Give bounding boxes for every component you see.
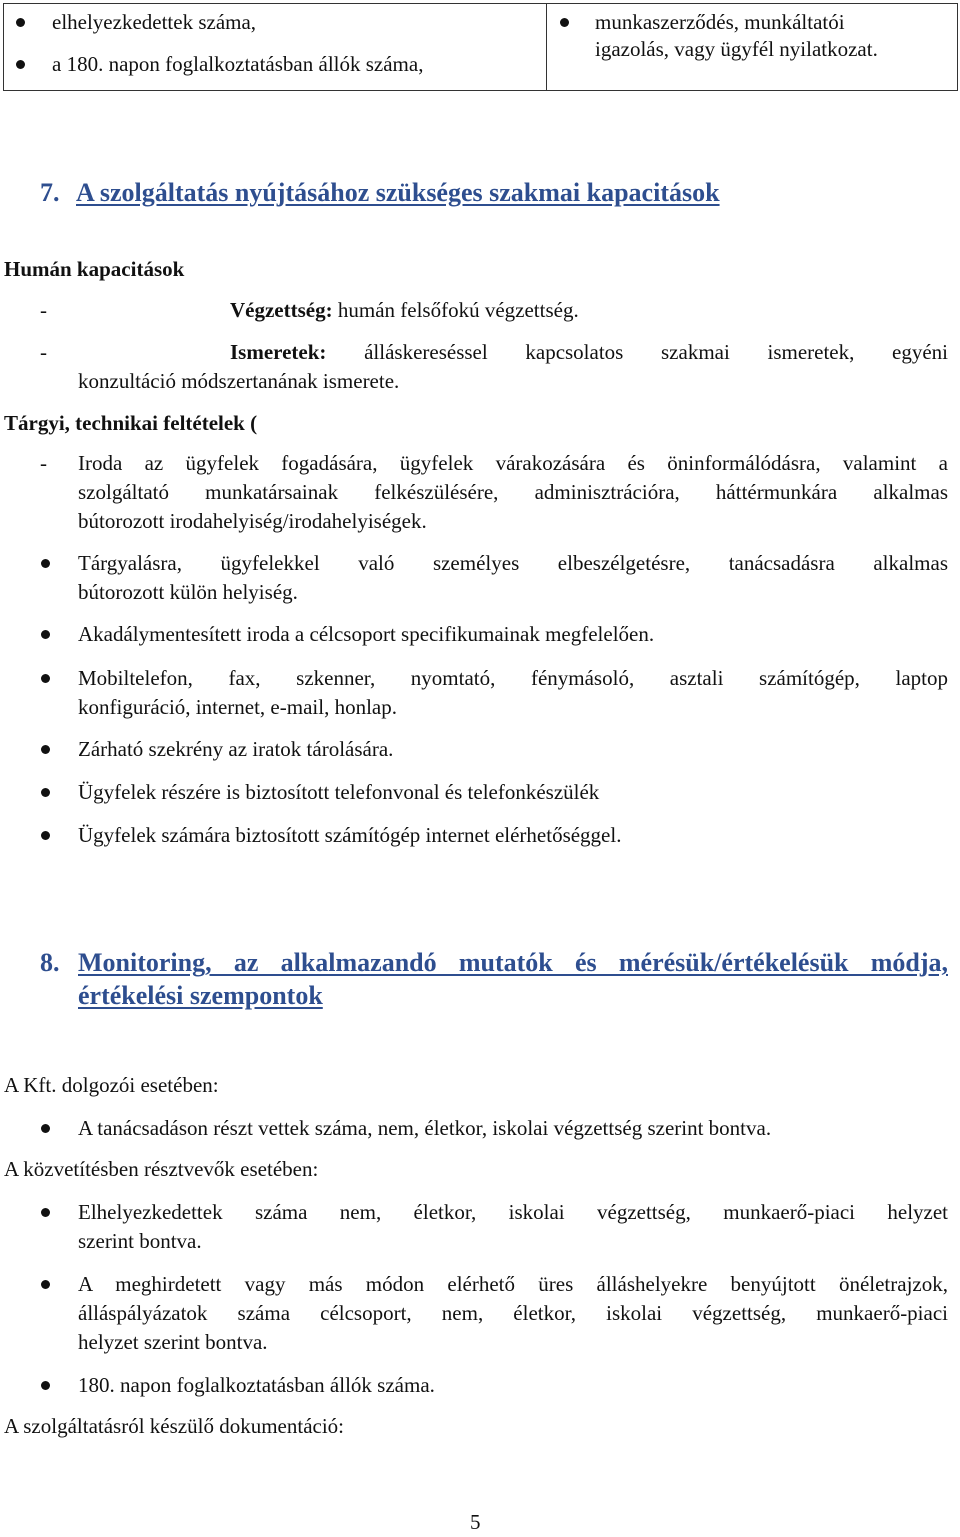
list-item-line: Tárgyalásra, ügyfelekkel való személyes elbeszélgetésre, tanácsadásra alkalmas bbox=[78, 551, 948, 575]
section-title: A szolgáltatás nyújtásához szükséges szakmai kapacitások bbox=[76, 178, 720, 207]
list-item-line: szerint bontva. bbox=[78, 1229, 202, 1253]
list-item: Ügyfelek számára biztosított számítógép internet elérhetőséggel. bbox=[78, 823, 622, 847]
list-item-line: igazolás, vagy ügyfél nyilatkozat. bbox=[595, 37, 878, 61]
list-item bbox=[78, 1270, 948, 1357]
education-label: Végzettség: bbox=[230, 298, 333, 322]
top-table-left-cell bbox=[4, 4, 547, 90]
dash-marker: - bbox=[40, 298, 47, 322]
bullet-icon bbox=[41, 1208, 50, 1217]
section-number: 7. bbox=[40, 178, 60, 207]
list-item-line: bútorozott külön helyiség. bbox=[78, 580, 298, 604]
list-item-line: helyzet szerint bontva. bbox=[78, 1330, 268, 1354]
dash-marker: - bbox=[40, 340, 47, 364]
page-number: 5 bbox=[470, 1510, 481, 1534]
list-item: Akadálymentesített iroda a célcsoport specifikumainak megfelelően. bbox=[78, 622, 655, 646]
knowledge-label: Ismeretek: bbox=[230, 340, 327, 364]
top-table bbox=[3, 3, 958, 91]
human-capacities-title: Humán kapacitások bbox=[4, 257, 185, 281]
knowledge-line bbox=[78, 338, 948, 367]
list-item bbox=[78, 1198, 948, 1256]
section-title: Monitoring, az alkalmazandó mutatók és mérésük/értékelésük módja, bbox=[78, 948, 948, 977]
bullet-icon bbox=[16, 60, 25, 69]
bullet-icon bbox=[41, 745, 50, 754]
bullet-icon bbox=[41, 630, 50, 639]
documentation-title: A szolgáltatásról készülő dokumentáció: bbox=[4, 1414, 344, 1438]
list-item-line: Elhelyezkedettek száma nem, életkor, iskolai végzettség, munkaerő-piaci helyzet bbox=[78, 1200, 948, 1224]
section-title: értékelési szempontok bbox=[78, 981, 323, 1010]
bullet-icon bbox=[41, 788, 50, 797]
knowledge-line: konzultáció módszertanának ismerete. bbox=[78, 369, 400, 393]
education-item bbox=[230, 296, 579, 325]
list-item: Zárható szekrény az iratok tárolására. bbox=[78, 737, 394, 761]
list-item: A tanácsadáson részt vettek száma, nem, életkor, iskolai végzettség szerint bontva. bbox=[78, 1116, 772, 1140]
section-7-heading bbox=[40, 176, 720, 209]
list-item: Ügyfelek részére is biztosított telefonvonal és telefonkészülék bbox=[78, 780, 600, 804]
list-item-line: Mobiltelefon, fax, szkenner, nyomtató, fénymásoló, asztali számítógép, laptop bbox=[78, 666, 948, 690]
office-line: Iroda az ügyfelek fogadására, ügyfelek várakozására és öninformálódásra, valamint a bbox=[78, 451, 948, 475]
bullet-icon bbox=[16, 18, 25, 27]
education-text: humán felsőfokú végzettség. bbox=[332, 298, 579, 322]
bullet-icon bbox=[41, 1280, 50, 1289]
list-item-line: A meghirdetett vagy más módon elérhető üres álláshelyekre benyújtott önéletrajzok, bbox=[78, 1272, 948, 1296]
list-item-line: munkaszerződés, munkáltatói bbox=[595, 10, 845, 34]
technical-title: Tárgyi, technikai feltételek ( bbox=[4, 411, 258, 435]
list-item: 180. napon foglalkoztatásban állók száma. bbox=[78, 1373, 435, 1397]
bullet-icon bbox=[560, 18, 569, 27]
dash-marker: - bbox=[40, 451, 47, 475]
kft-title: A Kft. dolgozói esetében: bbox=[4, 1073, 219, 1097]
bullet-icon bbox=[41, 674, 50, 683]
list-item: elhelyezkedettek száma, bbox=[52, 10, 257, 34]
office-item bbox=[78, 449, 948, 536]
bullet-icon bbox=[41, 1381, 50, 1390]
list-item: a 180. napon foglalkoztatásban állók száma, bbox=[52, 52, 424, 76]
bullet-icon bbox=[41, 559, 50, 568]
section-8-number: 8. bbox=[40, 948, 60, 977]
office-line: szolgáltató munkatársainak felkészülésére, adminisztrációra, háttérmunkára alkalmas bbox=[78, 480, 948, 504]
bullet-icon bbox=[41, 831, 50, 840]
bullet-icon bbox=[41, 1124, 50, 1133]
top-table-right-cell bbox=[547, 4, 957, 90]
list-item-line: konfiguráció, internet, e-mail, honlap. bbox=[78, 695, 397, 719]
mediation-title: A közvetítésben résztvevők esetében: bbox=[4, 1157, 319, 1181]
section-title-line bbox=[78, 946, 948, 979]
section-8-heading bbox=[78, 946, 948, 1012]
office-line: bútorozott irodahelyiség/irodahelyiségek. bbox=[78, 509, 427, 533]
knowledge-text: álláskereséssel kapcsolatos szakmai ismeretek, egyéni bbox=[364, 340, 949, 364]
list-item-line: álláspályázatok száma célcsoport, nem, életkor, iskolai végzettség, munkaerő-piaci bbox=[78, 1301, 948, 1325]
section-title-line bbox=[78, 979, 948, 1012]
list-item bbox=[78, 664, 948, 722]
list-item bbox=[78, 549, 948, 607]
knowledge-item bbox=[78, 338, 948, 396]
